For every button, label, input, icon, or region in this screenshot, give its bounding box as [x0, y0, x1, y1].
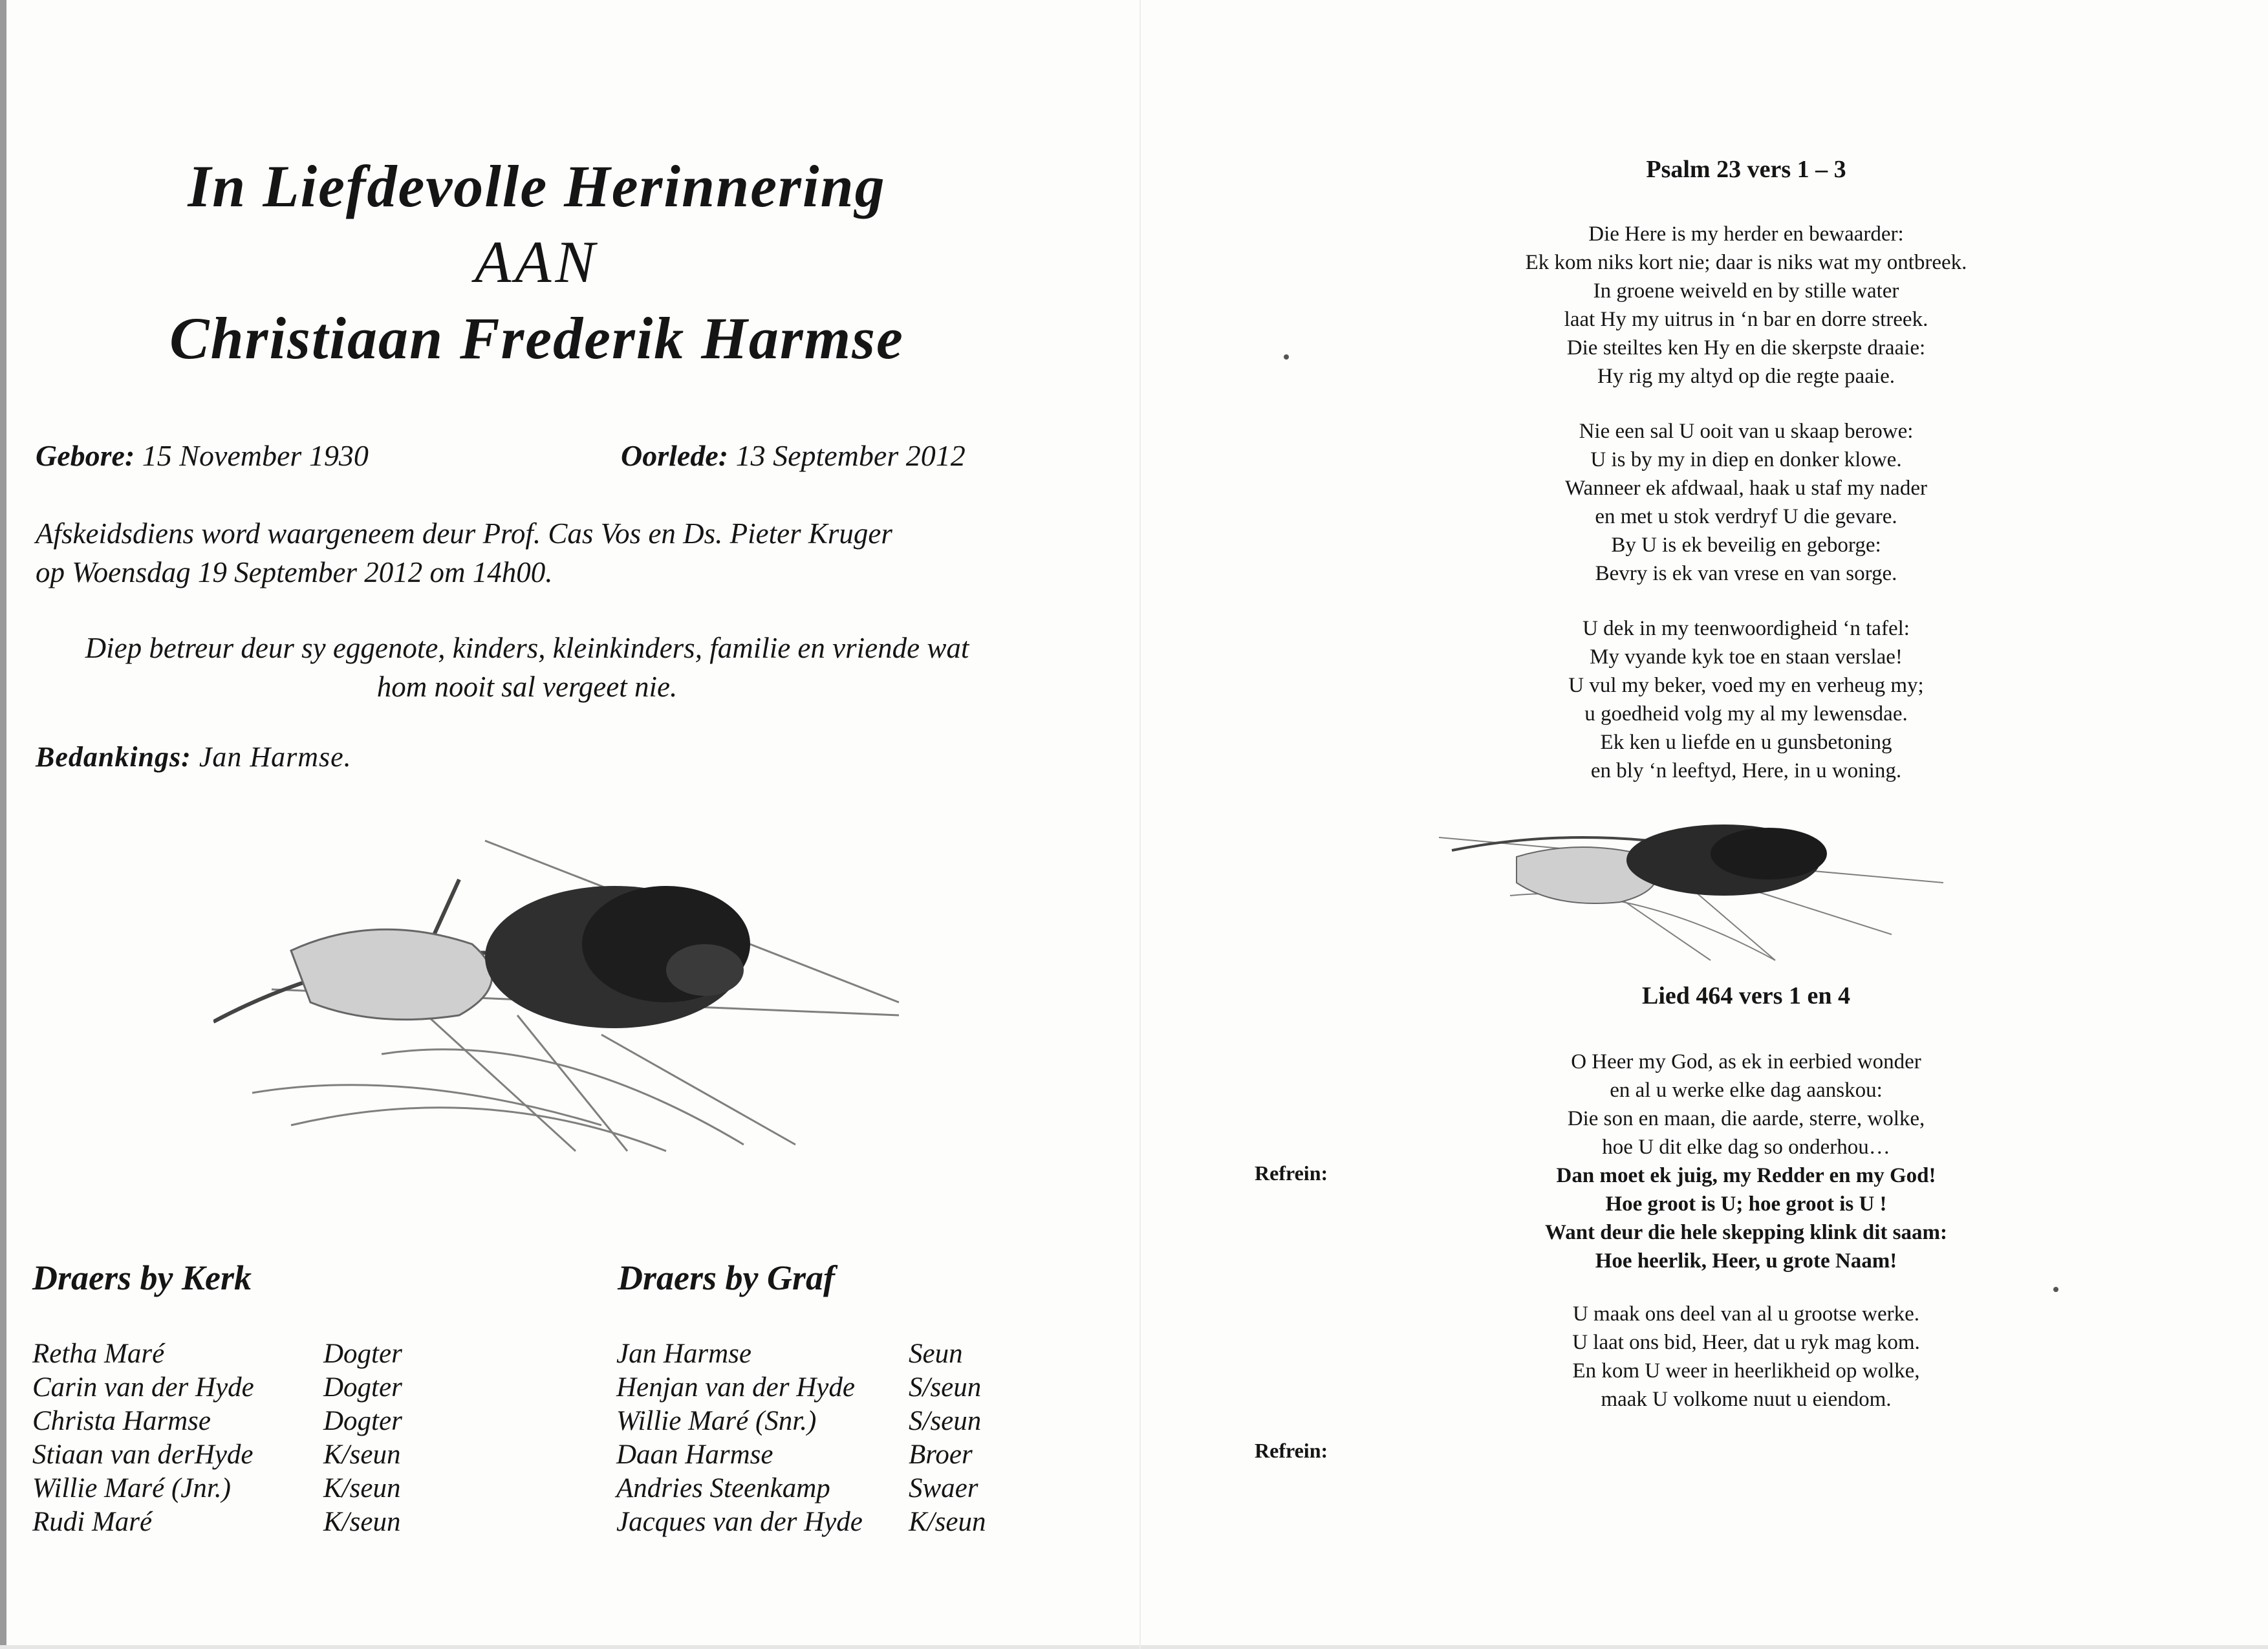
verse-line: By U is ek beveilig en geborge: — [1611, 534, 1881, 557]
verse-line: Die Here is my herder en bewaarder: — [1588, 222, 1904, 246]
mourn-line: hom nooit sal vergeet nie. — [376, 671, 678, 703]
bearer-name: Jacques van der Hyde — [616, 1507, 863, 1537]
psalm-verse-2 — [1293, 417, 2199, 588]
verse-line: en bly ‘n leeftyd, Here, in u woning. — [1590, 759, 1902, 782]
page-fold — [1139, 0, 1141, 1649]
psalm-verse-1 — [1293, 220, 2199, 391]
rose-image-small — [1439, 824, 1943, 967]
mourn-line: Diep betreur deur sy eggenote, kinders, kleinkinders, familie en vriende wat — [85, 632, 969, 664]
scan-edge-bottom — [0, 1645, 2268, 1649]
bearer-name: Daan Harmse — [616, 1439, 773, 1470]
bearer-relation: Dogter — [323, 1406, 402, 1436]
verse-line: U dek in my teenwoordigheid ‘n tafel: — [1582, 617, 1910, 640]
bearer-relation: K/seun — [323, 1507, 401, 1537]
bearer-name: Retha Maré — [32, 1339, 165, 1369]
service-line: Afskeidsdiens word waargeneem deur Prof. Cas Vos en Ds. Pieter Kruger — [36, 517, 892, 550]
bearer-relation: Broer — [909, 1439, 973, 1470]
title-line-2: AAN — [475, 229, 599, 295]
hymn-verse-1 — [1293, 1048, 2199, 1161]
verse-line: Die steiltes ken Hy en die skerpste draaie: — [1566, 336, 1926, 360]
bearer-name: Willie Maré (Jnr.) — [32, 1473, 231, 1503]
bearer-name: Christa Harmse — [32, 1406, 211, 1436]
church-bearer-names — [32, 1337, 254, 1539]
verse-line: Die son en maan, die aarde, sterre, wolke, — [1567, 1107, 1925, 1130]
verse-line: U laat ons bid, Heer, dat u ryk mag kom. — [1572, 1331, 1920, 1354]
verse-line: hoe U dit elke dag so onderhou… — [1602, 1136, 1890, 1159]
bearer-name: Carin van der Hyde — [32, 1372, 254, 1403]
scan-speck — [2053, 1287, 2058, 1292]
verse-line: en met u stok verdryf U die gevare. — [1595, 505, 1897, 528]
death-date — [621, 438, 966, 473]
bearer-relation: S/seun — [909, 1372, 982, 1403]
bearer-name: Henjan van der Hyde — [616, 1372, 855, 1403]
bearer-relation: Dogter — [323, 1372, 402, 1403]
grave-bearer-relations — [909, 1337, 986, 1539]
hymn-refrain — [1293, 1161, 2199, 1275]
service-notice — [36, 514, 1031, 592]
verse-line: maak U volkome nuut u eiendom. — [1601, 1388, 1892, 1411]
refrain-line: Hoe heerlik, Heer, u grote Naam! — [1595, 1249, 1897, 1273]
verse-line: En kom U weer in heerlikheid op wolke, — [1572, 1359, 1920, 1383]
verse-line: u goedheid volg my al my lewensdae. — [1584, 702, 1908, 726]
church-bearer-relations — [323, 1337, 402, 1539]
bearer-relation: K/seun — [323, 1473, 401, 1503]
verse-line: U maak ons deel van al u grootse werke. — [1572, 1302, 1920, 1326]
verse-line: Ek kom niks kort nie; daar is niks wat my ontbreek. — [1525, 251, 1967, 274]
verse-line: laat Hy my uitrus in ‘n bar en dorre streek. — [1564, 308, 1928, 331]
bearer-name: Jan Harmse — [616, 1339, 751, 1369]
verse-line: Nie een sal U ooit van u skaap berowe: — [1579, 420, 1914, 443]
bearer-relation: Dogter — [323, 1339, 402, 1369]
bearer-relation: S/seun — [909, 1406, 982, 1436]
born-value: 15 November 1930 — [142, 439, 369, 472]
deceased-name: Christiaan Frederik Harmse — [169, 305, 904, 371]
bearer-name: Stiaan van derHyde — [32, 1439, 254, 1470]
verse-line: My vyande kyk toe en staan verslae! — [1590, 645, 1903, 669]
born-label: Gebore: — [36, 439, 135, 472]
verse-line: Ek ken u liefde en u gunsbetoning — [1600, 731, 1892, 754]
bearer-relation: Swaer — [909, 1473, 978, 1503]
refrain-line: Dan moet ek juig, my Redder en my God! — [1556, 1164, 1936, 1187]
hymn-heading: Lied 464 vers 1 en 4 — [1642, 982, 1850, 1009]
bearer-name: Rudi Maré — [32, 1507, 153, 1537]
verse-line: U is by my in diep en donker klowe. — [1590, 448, 1902, 471]
verse-line: U vul my beker, voed my en verheug my; — [1568, 674, 1924, 697]
died-label: Oorlede: — [621, 439, 729, 472]
scan-speck — [1284, 354, 1289, 360]
church-bearers-heading: Draers by Kerk — [32, 1258, 252, 1297]
scan-edge — [0, 0, 6, 1649]
bearer-name: Andries Steenkamp — [616, 1473, 830, 1503]
verse-line: Wanneer ek afdwaal, haak u staf my nader — [1565, 477, 1927, 500]
grave-bearers-heading: Draers by Graf — [618, 1258, 835, 1297]
service-line: op Woensdag 19 September 2012 om 14h00. — [36, 556, 553, 588]
verse-line: O Heer my God, as ek in eerbied wonder — [1571, 1050, 1921, 1073]
verse-line: Bevry is ek van vrese en van sorge. — [1595, 562, 1897, 585]
bearer-relation: Seun — [909, 1339, 963, 1369]
refrain-line: Want deur die hele skepping klink dit saam: — [1545, 1221, 1947, 1244]
psalm-verse-3 — [1293, 614, 2199, 785]
grave-bearer-names — [616, 1337, 863, 1539]
bearer-relation: K/seun — [323, 1439, 401, 1470]
refrain-label-2: Refrein: — [1255, 1439, 1328, 1462]
verse-line: In groene weiveld en by stille water — [1593, 279, 1899, 303]
refrain-label: Refrein: — [1255, 1161, 1328, 1185]
verse-line: Hy rig my altyd op die regte paaie. — [1597, 365, 1895, 388]
title-line-1: In Liefdevolle Herinnering — [188, 153, 886, 219]
birth-date — [36, 438, 369, 473]
psalm-heading: Psalm 23 vers 1 – 3 — [1646, 156, 1846, 183]
bearer-name: Willie Maré (Snr.) — [616, 1406, 817, 1436]
refrain-line: Hoe groot is U; hoe groot is U ! — [1605, 1192, 1887, 1216]
thanks-value: Jan Harmse. — [199, 741, 352, 773]
thanks-line — [36, 740, 352, 773]
mourning-notice — [36, 629, 1019, 706]
thanks-label: Bedankings: — [36, 741, 191, 773]
bearer-relation: K/seun — [909, 1507, 986, 1537]
hymn-verse-4 — [1293, 1300, 2199, 1414]
verse-line: en al u werke elke dag aanskou: — [1610, 1079, 1883, 1102]
died-value: 13 September 2012 — [735, 439, 966, 472]
rose-image — [213, 821, 912, 1158]
